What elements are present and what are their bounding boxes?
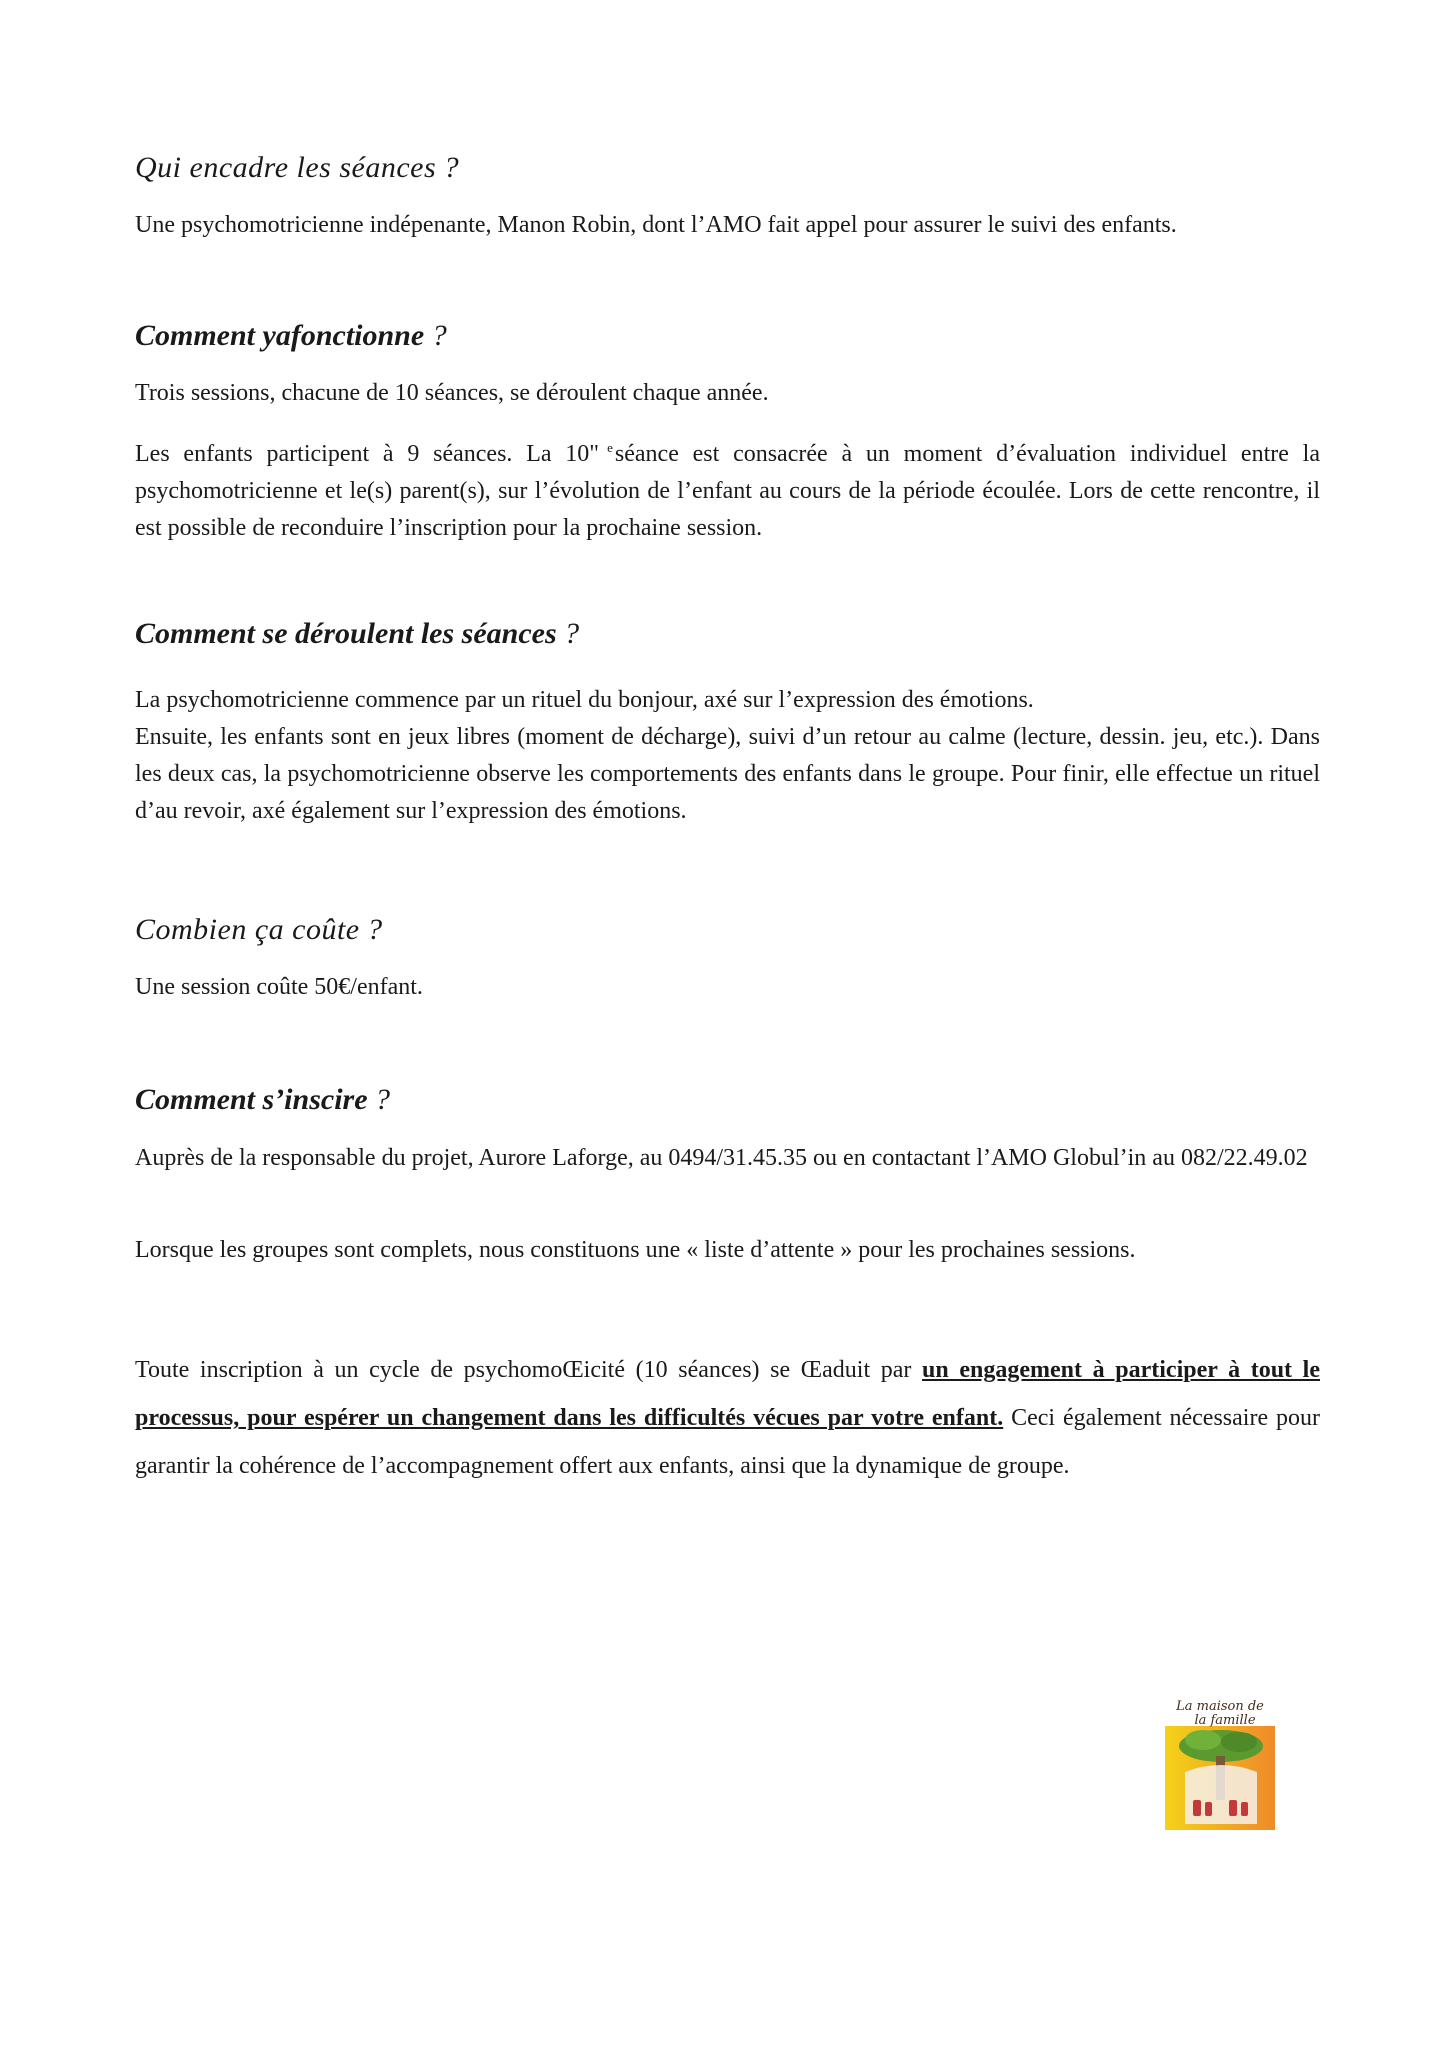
paragraph-engagement: Toute inscription à un cycle de psychomoŒicité (10 séances) se Œaduit par un engagement à participer à tout le processus, pour espérer un changement dans les difficultés vécues par votre enfant. Ceci également nécessaire pour garantir la cohérence de l’accompagnement offert aux enfants, ainsi que la dynamique de groupe.	[135, 1357, 1321, 1479]
maison-de-la-famille-logo	[1163, 1700, 1277, 1830]
paragraph-seances-evaluation: Les enfants participent à 9 séances. La 10" $^e$séance est consacrée à un moment d’évaluation individuel entre la psychomotricienne et le(s) parent(s), sur l’évolution de l’enfant au cours de la période écoulée. Lors de cette rencontre, il est possible de reconduire l’inscription pour la prochaine session.	[135, 440, 1320, 541]
heading-comment-fonctionne: Comment yafonctionne ?	[135, 319, 447, 352]
heading-cout: Combien ça coûte ?	[135, 913, 383, 946]
paragraph-encadrement: Une psychomotricienne indépenante, Manon Robin, dont l’AMO fait appel pour assurer le suivi des enfants.	[135, 212, 1177, 238]
paragraph-contact: Auprès de la responsable du projet, Aurore Laforge, au 0494/31.45.35 ou en contactant l’AMO Globul’in au 082/22.49.02	[135, 1145, 1308, 1171]
paragraph-liste-attente: Lorsque les groupes sont complets, nous constituons une « liste d’attente » pour les prochaines sessions.	[135, 1237, 1136, 1263]
heading-deroulement: Comment se déroulent les séances ?	[135, 617, 580, 650]
svg-text:la famille: la famille	[1194, 1713, 1256, 1728]
paragraph-sessions: Trois sessions, chacune de 10 séances, se déroulent chaque année.	[135, 380, 769, 406]
logo-graphic	[1163, 1700, 1277, 1830]
heading-inscription: Comment s’inscire ?	[135, 1083, 391, 1116]
paragraph-deroulement: La psychomotricienne commence par un rituel du bonjour, axé sur l’expression des émotions. Ensuite, les enfants sont en jeux libres (moment de décharge), suivi d’un retour au calme (lecture, dessin. jeu, etc.). Dans les deux cas, la psychomotricienne observe les comportements des enfants dans le groupe. Pour finir, elle effectue un rituel d’au revoir, axé également sur l’expression des émotions.	[135, 687, 1320, 824]
paragraph-cout: Une session coûte 50€/enfant.	[135, 974, 423, 1000]
engagement-emphasis: un engagement à participer à tout le processus, pour espérer un changement dans les difficultés vécues par votre enfant.	[135, 1357, 1321, 1431]
svg-text:La maison de: La maison de	[1176, 1700, 1264, 1714]
heading-qui-encadre: Qui encadre les séances ?	[135, 151, 459, 184]
